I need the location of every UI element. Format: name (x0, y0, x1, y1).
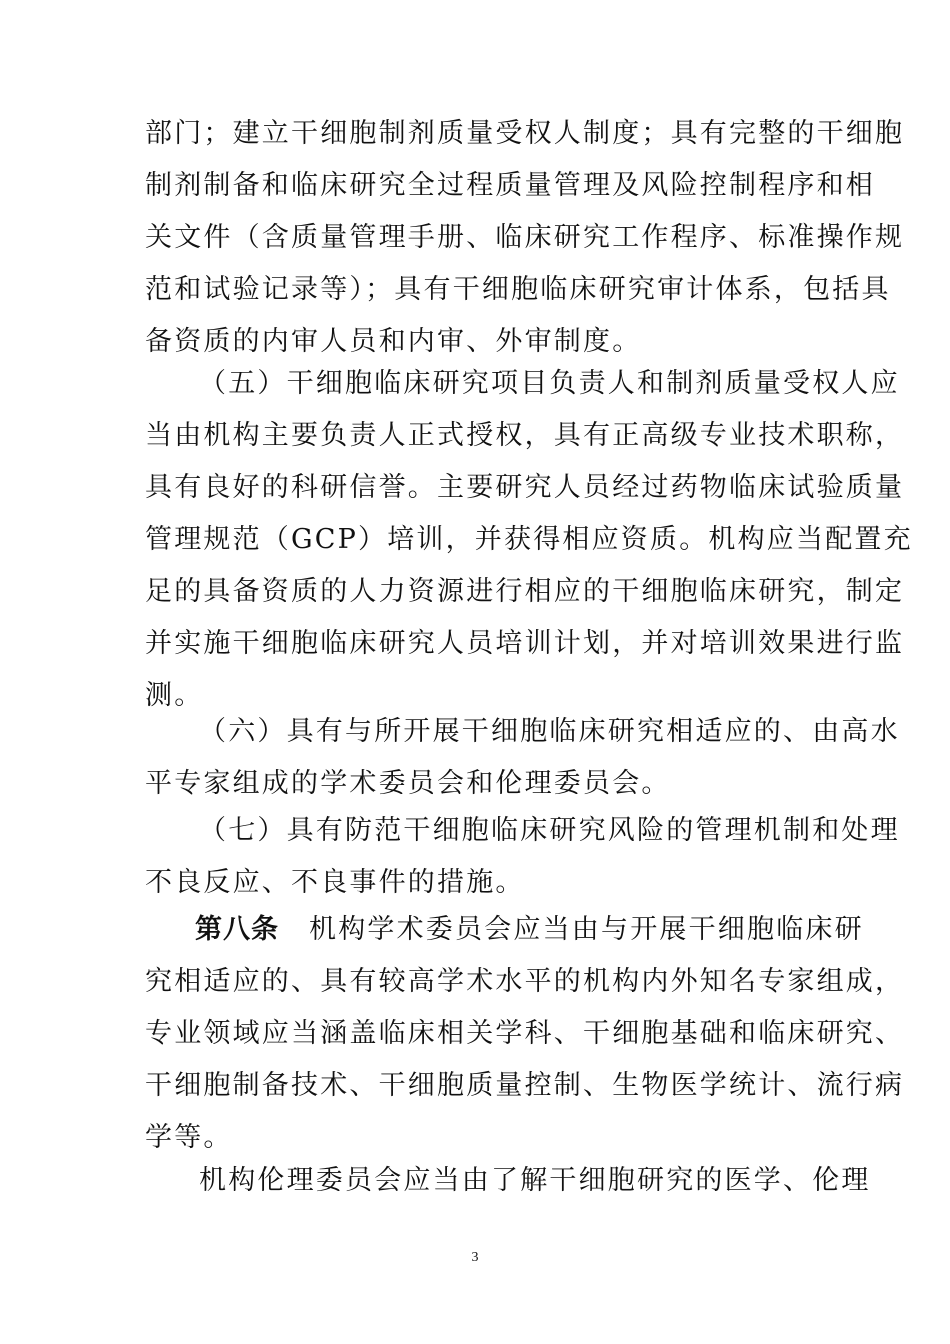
text-line: （七）具有防范干细胞临床研究风险的管理机制和处理 (199, 815, 900, 846)
paragraph-ethics (145, 1155, 871, 1207)
paragraph-item-7 (145, 805, 900, 909)
text-line: 关文件（含质量管理手册、临床研究工作程序、标准操作规 (145, 222, 905, 253)
text-line (145, 904, 864, 956)
text-line: 平专家组成的学术委员会和伦理委员会。 (145, 768, 671, 799)
text-line: 具有良好的科研信誉。主要研究人员经过药物临床试验质量 (145, 472, 905, 503)
text-line: 专业领域应当涵盖临床相关学科、干细胞基础和临床研究、 (145, 1018, 905, 1049)
article-8 (145, 904, 905, 1164)
text-line: 干细胞制备技术、干细胞质量控制、生物医学统计、流行病 (145, 1070, 905, 1101)
text-line: 备资质的内审人员和内审、外审制度。 (145, 326, 642, 357)
text-line: （五）干细胞临床研究项目负责人和制剂质量受权人应 (199, 368, 900, 399)
paragraph-continuation (145, 108, 905, 368)
text-line: 制剂制备和临床研究全过程质量管理及风险控制程序和相 (145, 170, 875, 201)
text-line: 不良反应、不良事件的措施。 (145, 867, 525, 898)
text-line: 当由机构主要负责人正式授权，具有正高级专业技术职称， (145, 420, 905, 451)
paragraph-item-6 (145, 706, 900, 810)
text-line: 管理规范（GCP）培训，并获得相应资质。机构应当配置充 (145, 524, 913, 555)
article-label: 第八条 (195, 914, 279, 945)
text-line: 学等。 (145, 1122, 233, 1153)
text-line: 测。 (145, 680, 204, 711)
text-line: 机构伦理委员会应当由了解干细胞研究的医学、伦理 (199, 1165, 871, 1196)
article-text: 机构学术委员会应当由与开展干细胞临床研 (309, 914, 864, 945)
text-line: 足的具备资质的人力资源进行相应的干细胞临床研究，制定 (145, 576, 905, 607)
text-line: 究相适应的、具有较高学术水平的机构内外知名专家组成， (145, 966, 905, 997)
text-line: 并实施干细胞临床研究人员培训计划，并对培训效果进行监 (145, 628, 905, 659)
text-line: 部门；建立干细胞制剂质量受权人制度；具有完整的干细胞 (145, 118, 905, 149)
text-line: （六）具有与所开展干细胞临床研究相适应的、由高水 (199, 716, 900, 747)
paragraph-item-5 (145, 358, 913, 722)
page-number: 3 (471, 1250, 479, 1265)
text-line: 范和试验记录等）；具有干细胞临床研究审计体系，包括具 (145, 274, 891, 305)
